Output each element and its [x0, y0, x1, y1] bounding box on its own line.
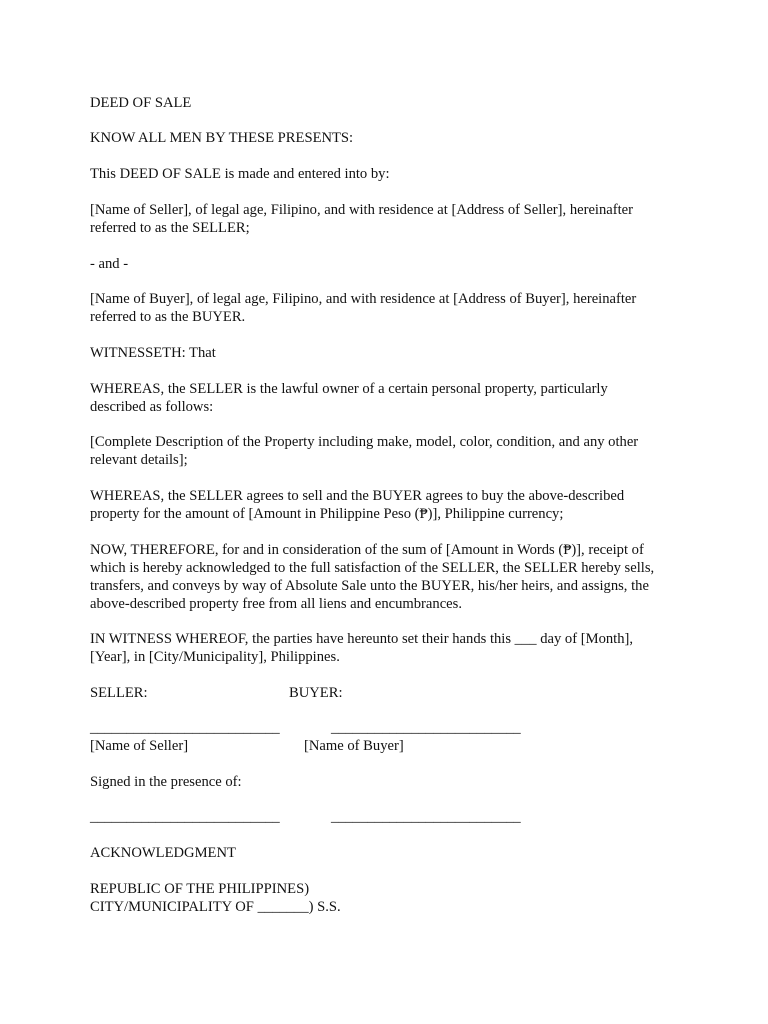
seller-signature-line: __________________________ — [90, 720, 280, 736]
witness-label: Signed in the presence of: — [90, 774, 242, 790]
witness-2-signature-line: __________________________ — [331, 809, 521, 825]
witness-1-signature-line: __________________________ — [90, 809, 280, 825]
seller-clause-line-2: referred to as the SELLER; — [90, 220, 250, 236]
document-title: DEED OF SALE — [90, 95, 192, 111]
witnesseth: WITNESSETH: That — [90, 345, 216, 361]
in-witness-line-2: [Year], in [City/Municipality], Philippines. — [90, 649, 340, 665]
acknowledgment-heading: ACKNOWLEDGMENT — [90, 845, 236, 861]
whereas-owner-line-1: WHEREAS, the SELLER is the lawful owner of a certain personal property, particularly — [90, 381, 608, 397]
whereas-agree-line-2: property for the amount of [Amount in Philippine Peso (₱)], Philippine currency; — [90, 506, 564, 522]
whereas-agree-line-1: WHEREAS, the SELLER agrees to sell and the BUYER agrees to buy the above-described — [90, 488, 625, 504]
city-municipality-line: CITY/MUNICIPALITY OF _______) S.S. — [90, 899, 341, 915]
in-witness-line-1: IN WITNESS WHEREOF, the parties have hereunto set their hands this ___ day of [Month], — [90, 631, 634, 647]
property-description-line-2: relevant details]; — [90, 452, 188, 468]
whereas-owner-line-2: described as follows: — [90, 399, 214, 415]
now-therefore-line-2: which is hereby acknowledged to the full satisfaction of the SELLER, the SELLER hereby sells, — [90, 560, 655, 576]
now-therefore-line-1: NOW, THEREFORE, for and in consideration of the sum of [Amount in Words (₱)], receipt of — [90, 542, 644, 558]
intro-text: This DEED OF SALE is made and entered into by: — [90, 166, 390, 182]
buyer-name: [Name of Buyer] — [304, 738, 404, 754]
seller-clause-line-1: [Name of Seller], of legal age, Filipino, and with residence at [Address of Seller], hereinafter — [90, 202, 634, 218]
republic-line: REPUBLIC OF THE PHILIPPINES) — [90, 881, 310, 897]
property-description-line-1: [Complete Description of the Property including make, model, color, condition, and any other — [90, 434, 639, 450]
buyer-signature-line: __________________________ — [331, 720, 521, 736]
preamble: KNOW ALL MEN BY THESE PRESENTS: — [90, 130, 354, 146]
buyer-clause-line-2: referred to as the BUYER. — [90, 309, 246, 325]
now-therefore-line-3: transfers, and conveys by way of Absolute Sale unto the BUYER, his/her heirs, and assigns, the — [90, 578, 649, 594]
now-therefore-line-4: above-described property free from all liens and encumbrances. — [90, 596, 462, 612]
seller-label: SELLER: — [90, 685, 148, 701]
and-separator: - and - — [90, 256, 129, 272]
buyer-label: BUYER: — [289, 685, 343, 701]
seller-name: [Name of Seller] — [90, 738, 189, 754]
buyer-clause-line-1: [Name of Buyer], of legal age, Filipino, and with residence at [Address of Buyer], hereinafter — [90, 291, 637, 307]
